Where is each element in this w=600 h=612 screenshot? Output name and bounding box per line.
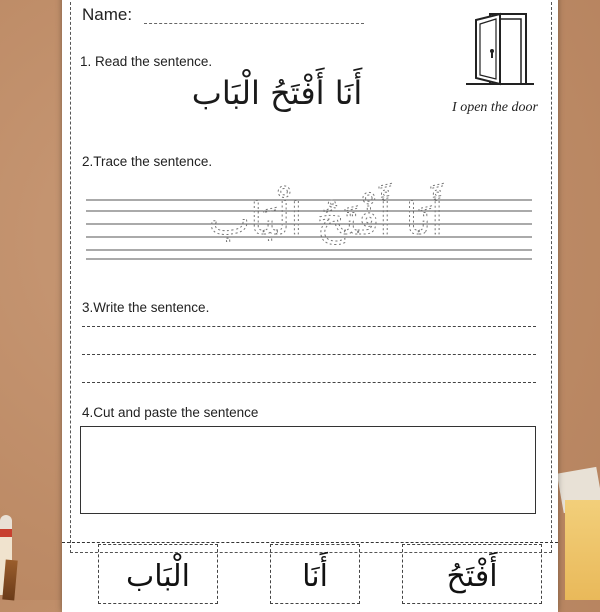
trace-lines[interactable] bbox=[86, 174, 532, 266]
trace-sentence: أَنَا أَفْتَحُ الْبَاب bbox=[208, 194, 444, 245]
write-line-2[interactable] bbox=[82, 354, 536, 355]
word-card-1[interactable]: الْبَاب bbox=[98, 544, 218, 604]
desk-folder bbox=[565, 500, 600, 600]
step-cut-label: 4.Cut and paste the sentence bbox=[82, 405, 259, 420]
step-read-label: 1. Read the sentence. bbox=[80, 54, 213, 69]
paste-box[interactable] bbox=[80, 426, 536, 514]
cut-line bbox=[62, 542, 558, 543]
name-label: Name: bbox=[82, 5, 133, 24]
write-line-3[interactable] bbox=[82, 382, 536, 383]
door-icon bbox=[462, 10, 538, 88]
step-trace-label: 2.Trace the sentence. bbox=[82, 154, 213, 169]
write-line-1[interactable] bbox=[82, 326, 536, 327]
sentence-arabic: أَنَا أَفْتَحُ الْبَاب bbox=[191, 74, 363, 112]
name-field-line[interactable] bbox=[144, 23, 364, 24]
word-card-2[interactable]: أَنَا bbox=[270, 544, 360, 604]
word-card-3[interactable]: أَفْتَحُ bbox=[402, 544, 542, 604]
image-caption: I open the door bbox=[452, 100, 538, 115]
pencil-icon-2 bbox=[2, 560, 17, 601]
step-write-label: 3.Write the sentence. bbox=[82, 300, 210, 315]
worksheet bbox=[62, 0, 558, 612]
